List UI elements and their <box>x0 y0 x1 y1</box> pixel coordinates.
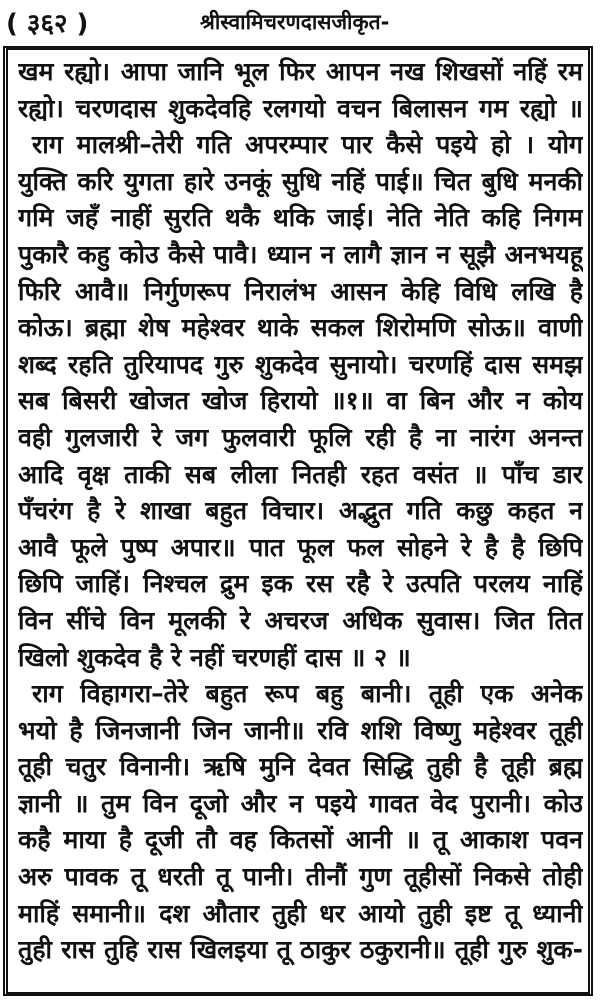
running-title: श्रीस्वामिचरणदासजीकृत- <box>200 10 390 34</box>
text-line: ज्ञानी ॥ तुम विन दूजो और न पइये गावत वेद पुरानी। कोउ <box>18 788 583 818</box>
text-line: भयो है जिनजानी जिन जानी॥ रवि शशि विष्णु महेश्वर तूही <box>18 715 583 745</box>
text-line: सब बिसरी खोजत खोज हिरायो ॥१॥ वा बिन और न कोय <box>18 386 583 416</box>
text-line: राग विहागरा–तेरे बहुत रूप बहु बानी। तूही एक अनेक <box>32 679 583 709</box>
text-line: तूही चतुर विनानी। ऋषि मुनि देवत सिद्धि तुही है तूही ब्रह्म <box>18 752 583 782</box>
text-line: शब्द रहति तुरियापद गुरु शुकदेव सुनायो। चरणहिं दास समझ <box>18 349 583 379</box>
text-line: पुकारै कहु कोउ कैसे पावै। ध्यान न लागै ज्ञान न सूझै अनभयहू <box>18 239 583 269</box>
page-number: ( ३६२ ) <box>6 9 89 39</box>
text-line: कोऊ। ब्रह्मा शेष महेश्वर थाके सकल शिरोमणि सोऊ॥ वाणी <box>18 313 583 343</box>
text-line: खिलो शुकदेव है रे नहीं चरणहीं दास ॥ २ ॥ <box>18 642 411 672</box>
text-line: रह्यो। चरणदास शुकदेवहि रलगयो वचन बिलासन गम रह्यो ॥ <box>18 93 583 123</box>
page-header <box>0 2 600 42</box>
text-line: वही गुलजारी रे जग फुलवारी फूलि रही है ना नारंग अनन्त <box>18 422 583 452</box>
text-line: आवै फूले पुष्प अपार॥ पात फूल फल सोहने रे है है छिपि <box>18 532 583 562</box>
text-line: छिपि जाहिं। निश्चल द्रुम इक रस रहै रे उत्पति परलय नाहिं <box>18 569 583 599</box>
text-line: गमि जहँ नाहीं सुरति थकै थकि जाई। नेति नेति कहि निगम <box>18 203 583 233</box>
text-line: माहिं समानी॥ दश औतार तुही धर आयो तुही इष्ट तू ध्यानी <box>18 898 583 928</box>
page-body <box>18 54 583 969</box>
text-line: तुही रास तुहि रास खिलइया तू ठाकुर ठकुरानी॥ तूही गुरु शुक- <box>18 935 583 965</box>
text-line: फिरि आवै॥ निर्गुणरूप निरालंभ आसन केहि विधि लखि है <box>18 276 583 306</box>
text-line: खम रह्यो। आपा जानि भूल फिर आपन नख शिखसों नहिं रम <box>18 57 583 86</box>
text-line: राग मालश्री–तेरी गति अपरम्पार पार कैसे पइये हो । योग <box>32 130 583 160</box>
text-line: कहै माया है दूजी तौ वह कितसों आनी ॥ तू आकाश पवन <box>18 825 583 855</box>
text-line: पँचरंग है रे शाखा बहुत विचार। अद्भुत गति कछु कहत न <box>18 496 583 526</box>
text-line: आदि वृक्ष ताकी सब लीला नितही रहत वसंत ॥ पाँच डार <box>18 459 583 489</box>
text-line: अरु पावक तू धरती तू पानी। तीनौं गुण तूहीसों निकसे तोही <box>18 862 583 892</box>
text-line: युक्ति करि युगता हारे उनकूं सुधि नहिं पाई॥ चित बुधि मनकी <box>18 166 583 196</box>
text-line: विन सींचे विन मूलकी रे अचरज अधिक सुवास। जित तित <box>18 605 583 635</box>
